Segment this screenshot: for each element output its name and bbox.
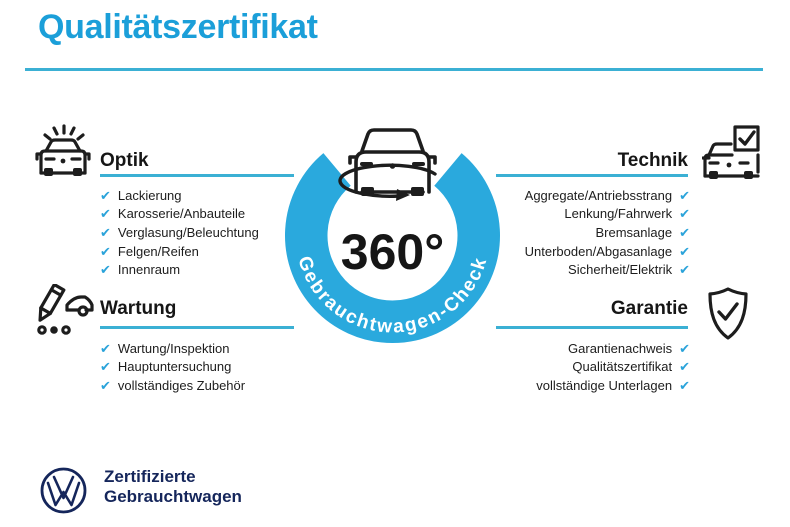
list-item bbox=[100, 205, 259, 224]
checklist-label: Unterboden/Abgasanlage bbox=[524, 243, 673, 259]
list-item bbox=[100, 223, 259, 242]
car-front-shine-icon bbox=[32, 121, 94, 179]
car-checkbox-icon bbox=[702, 124, 760, 180]
checklist-label: Felgen/Reifen bbox=[117, 243, 199, 259]
check-icon: ✔ bbox=[679, 243, 690, 259]
check-icon: ✔ bbox=[100, 243, 111, 259]
brand-claim-line1: Zertifizierte bbox=[104, 467, 196, 486]
checklist-label: Verglasung/Beleuchtung bbox=[117, 224, 259, 240]
checklist-label: Lackierung bbox=[117, 187, 182, 203]
checklist-label: Lenkung/Fahrwerk bbox=[564, 206, 673, 222]
list-item bbox=[100, 242, 259, 261]
brand-claim bbox=[104, 467, 242, 507]
check-icon: ✔ bbox=[679, 377, 690, 393]
check-icon: ✔ bbox=[100, 206, 111, 222]
check-icon: ✔ bbox=[679, 206, 690, 222]
list-item bbox=[525, 186, 690, 205]
check-icon: ✔ bbox=[679, 359, 690, 375]
check-icon: ✔ bbox=[679, 262, 690, 278]
checklist-label: Aggregate/Antriebsstrang bbox=[524, 187, 673, 203]
list-item bbox=[525, 260, 690, 279]
checklist-label: vollständige Unterlagen bbox=[536, 377, 673, 393]
vw-logo bbox=[39, 466, 88, 515]
list-item bbox=[536, 376, 690, 395]
check-icon: ✔ bbox=[679, 187, 690, 203]
page-title: Qualitätszertifikat bbox=[38, 8, 318, 46]
check-icon: ✔ bbox=[100, 340, 111, 356]
checklist-label: Garantienachweis bbox=[568, 340, 673, 356]
check-icon: ✔ bbox=[100, 187, 111, 203]
checklist-label: Wartung/Inspektion bbox=[117, 340, 230, 356]
shield-check-icon bbox=[704, 286, 752, 342]
checklist-label: Karosserie/Anbauteile bbox=[117, 206, 246, 222]
list-item bbox=[536, 358, 690, 377]
top-divider bbox=[25, 68, 763, 71]
list-item bbox=[100, 376, 245, 395]
list-item bbox=[100, 260, 259, 279]
center-360-graphic bbox=[255, 95, 540, 360]
check-icon: ✔ bbox=[679, 340, 690, 356]
brand-claim-line2: Gebrauchtwagen bbox=[104, 487, 242, 506]
degree-label: 360° bbox=[340, 224, 445, 280]
checklist-label: Bremsanlage bbox=[595, 224, 673, 240]
list-item bbox=[100, 358, 245, 377]
section-heading-wartung: Wartung bbox=[100, 298, 177, 319]
section-heading-technik: Technik bbox=[617, 150, 688, 171]
pencil-car-icon bbox=[34, 284, 94, 336]
list-item bbox=[525, 223, 690, 242]
check-icon: ✔ bbox=[679, 224, 690, 240]
checklist-label: Sicherheit/Elektrik bbox=[568, 262, 673, 278]
ring-curved-label: Gebrauchtwagen-Check bbox=[293, 253, 492, 338]
section-heading-garantie: Garantie bbox=[610, 298, 688, 319]
checklist-label: Hauptuntersuchung bbox=[117, 359, 232, 375]
technik-checklist bbox=[525, 186, 690, 279]
list-item bbox=[525, 242, 690, 261]
check-icon: ✔ bbox=[100, 359, 111, 375]
garantie-checklist bbox=[536, 339, 690, 395]
list-item bbox=[525, 205, 690, 224]
car-rotation-icon bbox=[340, 130, 435, 201]
checklist-label: vollständiges Zubehör bbox=[117, 377, 246, 393]
check-icon: ✔ bbox=[100, 224, 111, 240]
checklist-label: Qualitätszertifikat bbox=[572, 359, 673, 375]
wartung-checklist bbox=[100, 339, 245, 395]
optik-checklist bbox=[100, 186, 259, 279]
list-item bbox=[536, 339, 690, 358]
check-icon: ✔ bbox=[100, 377, 111, 393]
check-icon: ✔ bbox=[100, 262, 111, 278]
checklist-label: Innenraum bbox=[117, 262, 181, 278]
list-item bbox=[100, 339, 245, 358]
section-heading-optik: Optik bbox=[100, 150, 149, 171]
list-item bbox=[100, 186, 259, 205]
